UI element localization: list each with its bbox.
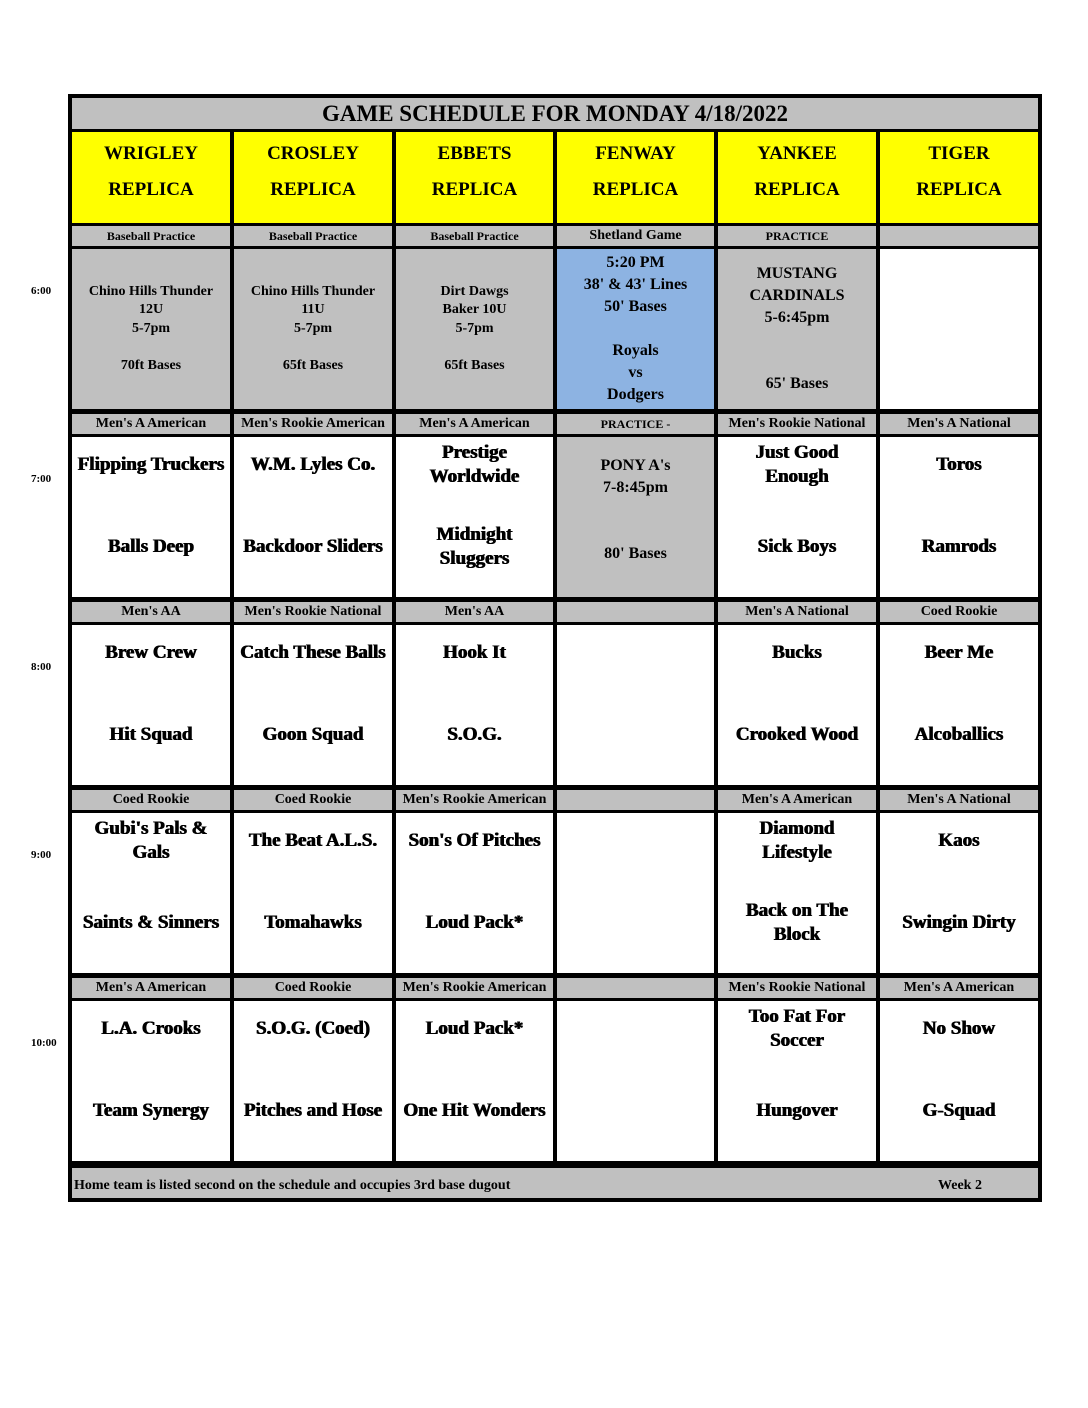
field-header-crosley (234, 132, 392, 223)
slot9-label-ebbets: Men's Rookie American (396, 790, 553, 810)
slot9-game-yankee (718, 813, 876, 973)
away-team: L.A. Crooks (101, 1018, 201, 1039)
slot8-game-tiger (880, 625, 1038, 785)
practice-line: 70ft Bases (120, 357, 182, 373)
slot8-game-ebbets (396, 625, 553, 785)
field-header-ebbets (396, 132, 553, 223)
practice-line (795, 329, 799, 351)
practice-line: CARDINALS (749, 287, 845, 304)
practice-line: 80' Bases (604, 545, 667, 562)
practice-line: 65ft Bases (282, 357, 344, 373)
away-team: Flipping Truckers (77, 454, 225, 475)
slot8-game-wrigley (72, 625, 230, 785)
practice-line (634, 521, 638, 543)
slot9-game-crosley (234, 813, 392, 973)
field-subtitle: REPLICA (431, 179, 518, 200)
time-label-7: 7:00 (31, 473, 52, 485)
away-team: W.M. Lyles Co. (250, 454, 376, 475)
field-subtitle: REPLICA (916, 179, 1002, 200)
slot6-label-wrigley: Baseball Practice (72, 226, 230, 246)
slot9-game-fenway (557, 813, 714, 973)
slot6-label-fenway: Shetland Game (557, 226, 714, 246)
slot9-label-fenway (557, 790, 714, 810)
slot9-game-tiger (880, 813, 1038, 973)
away-team: Brew Crew (105, 642, 197, 663)
field-subtitle: REPLICA (592, 179, 679, 200)
practice-line (473, 338, 477, 357)
home-team: One Hit Wonders (403, 1100, 546, 1121)
slot6-label-tiger (880, 226, 1038, 246)
home-team: G-Squad (922, 1100, 996, 1121)
slot8-label-tiger: Coed Rookie (880, 602, 1038, 622)
slot9-label-yankee: Men's A American (718, 790, 876, 810)
slot9-label-tiger: Men's A National (880, 790, 1038, 810)
field-header-fenway (557, 132, 714, 223)
slot6-label-ebbets: Baseball Practice (396, 226, 553, 246)
home-team: Alcoballics (914, 724, 1004, 745)
slot8-game-crosley (234, 625, 392, 785)
slot8-label-crosley: Men's Rookie National (234, 602, 392, 622)
slot7-label-tiger: Men's A National (880, 414, 1038, 434)
practice-line: Chino Hills Thunder (250, 283, 376, 299)
practice-line: 65' Bases (765, 375, 829, 392)
slot7-label-ebbets: Men's A American (396, 414, 553, 434)
home-team-note: Home team is listed second on the schedule and occupies 3rd base dugout (74, 1178, 511, 1193)
practice-line: 5-7pm (293, 320, 333, 336)
field-name: CROSLEY (267, 143, 359, 164)
slot7-label-crosley: Men's Rookie American (234, 414, 392, 434)
practice-line (149, 338, 153, 357)
practice-line: 11U (301, 302, 325, 318)
away-team: Just Good Enough (755, 442, 839, 487)
schedule-table (68, 94, 1042, 1202)
home-team: Loud Pack* (425, 912, 524, 933)
away-team: Prestige Worldwide (429, 442, 520, 487)
slot10-label-tiger: Men's A American (880, 978, 1038, 998)
slot8-label-ebbets: Men's AA (396, 602, 553, 622)
slot7-game-crosley (234, 437, 392, 597)
home-team: Sick Boys (757, 536, 837, 557)
away-team: Diamond Lifestyle (759, 818, 835, 863)
practice-line: MUSTANG (756, 265, 838, 282)
away-team: Gubi's Pals & Gals (94, 818, 208, 863)
slot8-label-fenway (557, 602, 714, 622)
slot7-game-yankee (718, 437, 876, 597)
field-name: TIGER (928, 143, 990, 164)
practice-line: Dodgers (607, 386, 664, 403)
slot8-game-fenway (557, 625, 714, 785)
away-team: S.O.G. (Coed) (256, 1018, 370, 1039)
slot7-game-wrigley (72, 437, 230, 597)
home-team: Tomahawks (264, 912, 362, 933)
practice-line: 65ft Bases (444, 357, 505, 373)
away-team: Beer Me (924, 642, 994, 663)
slot10-game-fenway (557, 1001, 714, 1161)
week-label: Week 2 (938, 1178, 982, 1193)
away-team: Bucks (772, 642, 822, 663)
home-team: Midnight Sluggers (436, 524, 513, 569)
home-team: Goon Squad (262, 724, 364, 745)
practice-line (634, 318, 638, 340)
slot8-label-yankee: Men's A National (718, 602, 876, 622)
away-team: Kaos (938, 830, 980, 851)
home-team: Back on The Block (745, 900, 849, 945)
slot8-game-yankee (718, 625, 876, 785)
time-label-9: 9:00 (31, 849, 52, 861)
practice-line: Royals (612, 342, 659, 359)
slot6-fenway-practice (557, 249, 714, 409)
field-header-yankee (718, 132, 876, 223)
home-team: Hit Squad (109, 724, 193, 745)
field-name: FENWAY (595, 143, 676, 164)
away-team: Too Fat For Soccer (748, 1006, 846, 1051)
practice-line (311, 338, 315, 357)
practice-line: 5-7pm (455, 320, 494, 336)
slot9-label-wrigley: Coed Rookie (72, 790, 230, 810)
time-label-10: 10:00 (31, 1037, 57, 1049)
home-team: Balls Deep (107, 536, 195, 557)
slot6-wrigley-practice (72, 249, 230, 409)
slot10-game-wrigley (72, 1001, 230, 1161)
away-team: Loud Pack* (425, 1018, 524, 1039)
practice-line (634, 499, 638, 521)
field-subtitle: REPLICA (108, 179, 194, 200)
away-team: The Beat A.L.S. (248, 830, 378, 851)
away-team: Catch These Balls (240, 642, 386, 663)
home-team: Pitches and Hose (243, 1100, 383, 1121)
practice-line (795, 351, 799, 373)
practice-line: 5:20 PM (606, 254, 665, 271)
slot7-game-tiger (880, 437, 1038, 597)
practice-line: 12U (138, 302, 164, 318)
slot8-label-wrigley: Men's AA (72, 602, 230, 622)
slot9-label-crosley: Coed Rookie (234, 790, 392, 810)
away-team: Toros (936, 454, 982, 475)
away-team: No Show (922, 1018, 996, 1039)
slot10-label-crosley: Coed Rookie (234, 978, 392, 998)
home-team: S.O.G. (447, 724, 502, 745)
home-team: Swingin Dirty (902, 912, 1016, 933)
slot6-label-yankee: PRACTICE (718, 226, 876, 246)
practice-line: Baker 10U (442, 302, 507, 318)
slot7-label-wrigley: Men's A American (72, 414, 230, 434)
slot10-label-wrigley: Men's A American (72, 978, 230, 998)
slot6-label-crosley: Baseball Practice (234, 226, 392, 246)
slot10-label-fenway (557, 978, 714, 998)
slot7-label-yankee: Men's Rookie National (718, 414, 876, 434)
slot6-tiger-empty (880, 249, 1038, 409)
field-name: WRIGLEY (104, 143, 198, 164)
slot10-game-yankee (718, 1001, 876, 1161)
home-team: Team Synergy (93, 1100, 209, 1121)
slot6-crosley-practice (234, 249, 392, 409)
practice-line: 7-8:45pm (603, 479, 668, 496)
slot7-game-ebbets (396, 437, 553, 597)
time-label-8: 8:00 (31, 661, 52, 673)
slot10-label-yankee: Men's Rookie National (718, 978, 876, 998)
practice-line: Dirt Dawgs (440, 283, 509, 299)
slot6-yankee-practice (718, 249, 876, 409)
slot10-game-tiger (880, 1001, 1038, 1161)
practice-line: 5-7pm (131, 320, 171, 336)
slot9-game-wrigley (72, 813, 230, 973)
field-subtitle: REPLICA (754, 179, 840, 200)
home-team: Crooked Wood (735, 724, 859, 745)
slot7-label-fenway: PRACTICE - (557, 414, 714, 434)
field-name: YANKEE (757, 143, 837, 164)
schedule-footer (72, 1168, 1038, 1198)
home-team: Backdoor Sliders (243, 536, 383, 557)
schedule-title: GAME SCHEDULE FOR MONDAY 4/18/2022 (72, 98, 1038, 129)
practice-line: 50' Bases (604, 298, 667, 315)
field-subtitle: REPLICA (270, 179, 356, 200)
practice-line: PONY A's (600, 457, 671, 474)
away-team: Hook It (443, 642, 506, 663)
slot10-game-crosley (234, 1001, 392, 1161)
practice-line: Chino Hills Thunder (88, 283, 214, 299)
practice-line: 38' & 43' Lines (583, 276, 688, 293)
time-label-6: 6:00 (31, 285, 52, 297)
home-team: Saints & Sinners (82, 912, 220, 933)
slot6-ebbets-practice (396, 249, 553, 409)
slot9-game-ebbets (396, 813, 553, 973)
practice-line: 5-6:45pm (764, 309, 830, 326)
home-team: Ramrods (921, 536, 997, 557)
away-team: Son's Of Pitches (408, 830, 541, 851)
field-header-tiger (880, 132, 1038, 223)
slot10-label-ebbets: Men's Rookie American (396, 978, 553, 998)
home-team: Hungover (756, 1100, 838, 1121)
practice-line: vs (628, 364, 643, 381)
field-name: EBBETS (437, 143, 512, 164)
field-header-wrigley (72, 132, 230, 223)
slot7-fenway-practice (557, 437, 714, 597)
slot10-game-ebbets (396, 1001, 553, 1161)
